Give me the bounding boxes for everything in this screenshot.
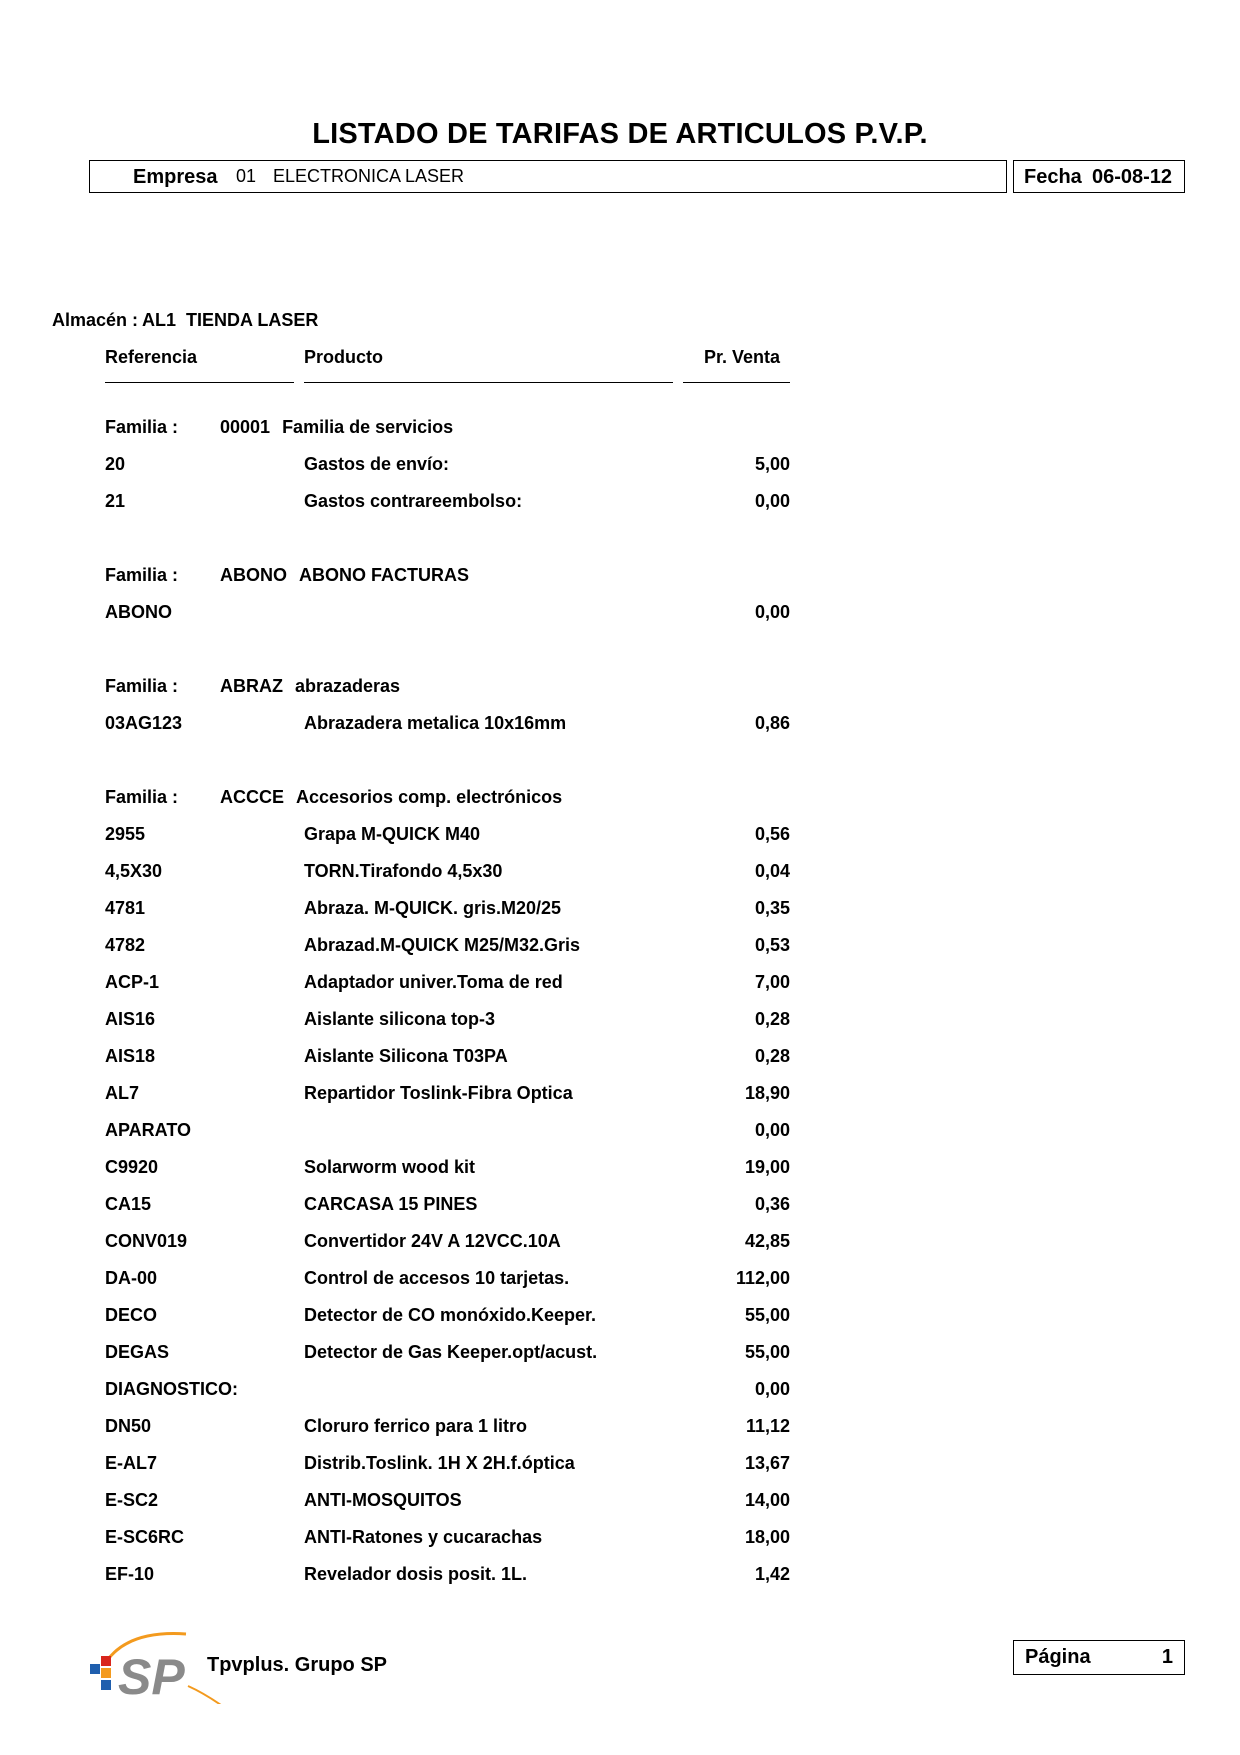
table-row bbox=[0, 1154, 1240, 1184]
table-row bbox=[0, 1487, 1240, 1517]
header-underline-referencia bbox=[105, 382, 294, 383]
empresa-label: Empresa bbox=[133, 166, 218, 188]
precio-cell: 42,85 bbox=[744, 1231, 790, 1251]
empresa-box bbox=[89, 160, 1007, 193]
column-header-producto: Producto bbox=[304, 347, 383, 367]
family-label: Familia : bbox=[105, 417, 179, 437]
table-row bbox=[0, 1524, 1240, 1554]
precio-cell: 19,00 bbox=[744, 1157, 790, 1177]
producto-cell: Convertidor 24V A 12VCC.10A bbox=[304, 1231, 561, 1251]
precio-cell: 55,00 bbox=[744, 1342, 790, 1362]
producto-cell: Aislante silicona top-3 bbox=[304, 1009, 496, 1029]
referencia-cell: DEGAS bbox=[105, 1342, 170, 1362]
precio-cell: 0,56 bbox=[754, 824, 790, 844]
almacen-name: TIENDA LASER bbox=[186, 310, 319, 330]
column-header-pr-venta: Pr. Venta bbox=[704, 347, 781, 367]
family-label: Familia : bbox=[105, 787, 179, 807]
producto-cell: ANTI-Ratones y cucarachas bbox=[304, 1527, 543, 1547]
precio-cell: 1,42 bbox=[754, 1564, 790, 1584]
producto-cell: Aislante Silicona T03PA bbox=[304, 1046, 508, 1066]
family-header-row bbox=[0, 673, 1240, 703]
precio-cell: 0,04 bbox=[754, 861, 790, 881]
referencia-cell: 4782 bbox=[105, 935, 146, 955]
family-name: Accesorios comp. electrónicos bbox=[296, 787, 563, 807]
table-row bbox=[0, 1228, 1240, 1258]
producto-cell: Control de accesos 10 tarjetas. bbox=[304, 1268, 570, 1288]
referencia-cell: AIS16 bbox=[105, 1009, 156, 1029]
fecha-value: 06-08-12 bbox=[1092, 166, 1173, 188]
precio-cell: 0,86 bbox=[754, 713, 790, 733]
family-code: 00001 bbox=[220, 417, 271, 437]
producto-cell: Revelador dosis posit. 1L. bbox=[304, 1564, 528, 1584]
table-row bbox=[0, 932, 1240, 962]
almacen-code: AL1 bbox=[142, 310, 177, 330]
almacen-label: Almacén : bbox=[52, 310, 139, 330]
referencia-cell: DECO bbox=[105, 1305, 158, 1325]
referencia-cell: DN50 bbox=[105, 1416, 152, 1436]
precio-cell: 7,00 bbox=[754, 972, 790, 992]
header-underline-producto bbox=[304, 382, 673, 383]
precio-cell: 0,28 bbox=[754, 1009, 790, 1029]
table-row bbox=[0, 1006, 1240, 1036]
report-title: LISTADO DE TARIFAS DE ARTICULOS P.V.P. bbox=[312, 118, 928, 150]
referencia-cell: 4781 bbox=[105, 898, 146, 918]
family-code-name bbox=[220, 676, 400, 697]
referencia-cell: EF-10 bbox=[105, 1564, 155, 1584]
precio-cell: 5,00 bbox=[754, 454, 790, 474]
referencia-cell: 21 bbox=[105, 491, 126, 511]
producto-cell: CARCASA 15 PINES bbox=[304, 1194, 478, 1214]
table-row bbox=[0, 858, 1240, 888]
table-row bbox=[0, 1080, 1240, 1110]
family-name: abrazaderas bbox=[295, 676, 401, 696]
table-row bbox=[0, 1191, 1240, 1221]
table-row bbox=[0, 1450, 1240, 1480]
fecha-label: Fecha bbox=[1024, 166, 1082, 188]
producto-cell: Repartidor Toslink-Fibra Optica bbox=[304, 1083, 573, 1103]
referencia-cell: AL7 bbox=[105, 1083, 140, 1103]
family-code: ABONO bbox=[220, 565, 287, 585]
fecha-box bbox=[1013, 160, 1185, 193]
pagina-box bbox=[1013, 1640, 1185, 1675]
producto-cell: TORN.Tirafondo 4,5x30 bbox=[304, 861, 503, 881]
family-header-row bbox=[0, 784, 1240, 814]
referencia-cell: DA-00 bbox=[105, 1268, 158, 1288]
precio-cell: 11,12 bbox=[745, 1416, 790, 1436]
footer-company: Tpvplus. Grupo SP bbox=[207, 1654, 388, 1676]
family-name: Familia de servicios bbox=[282, 417, 454, 437]
empresa-name: ELECTRONICA LASER bbox=[273, 166, 465, 186]
family-label: Familia : bbox=[105, 676, 179, 696]
family-code-name bbox=[220, 417, 453, 438]
table-row bbox=[0, 599, 1240, 629]
referencia-cell: CA15 bbox=[105, 1194, 152, 1214]
family-header-row bbox=[0, 562, 1240, 592]
referencia-cell: 20 bbox=[105, 454, 126, 474]
referencia-cell: E-SC2 bbox=[105, 1490, 159, 1510]
precio-cell: 0,00 bbox=[754, 1379, 790, 1399]
referencia-cell: DIAGNOSTICO: bbox=[105, 1379, 238, 1399]
referencia-cell: APARATO bbox=[105, 1120, 192, 1140]
family-code-name bbox=[220, 565, 469, 586]
producto-cell: Distrib.Toslink. 1H X 2H.f.óptica bbox=[304, 1453, 575, 1473]
family-code-name bbox=[220, 787, 562, 808]
family-label: Familia : bbox=[105, 565, 179, 585]
family-name: ABONO FACTURAS bbox=[299, 565, 469, 585]
precio-cell: 18,90 bbox=[744, 1083, 790, 1103]
referencia-cell: E-SC6RC bbox=[105, 1527, 185, 1547]
precio-cell: 0,00 bbox=[754, 491, 790, 511]
precio-cell: 0,00 bbox=[754, 1120, 790, 1140]
precio-cell: 0,35 bbox=[754, 898, 790, 918]
producto-cell: ANTI-MOSQUITOS bbox=[304, 1490, 462, 1510]
table-row bbox=[0, 451, 1240, 481]
precio-cell: 13,67 bbox=[744, 1453, 790, 1473]
table-row bbox=[0, 895, 1240, 925]
producto-cell: Abrazad.M-QUICK M25/M32.Gris bbox=[304, 935, 581, 955]
referencia-cell: 03AG123 bbox=[105, 713, 183, 733]
table-row bbox=[0, 488, 1240, 518]
referencia-cell: C9920 bbox=[105, 1157, 159, 1177]
pagina-number: 1 bbox=[1161, 1646, 1173, 1668]
column-header-referencia: Referencia bbox=[105, 347, 198, 367]
referencia-cell: ABONO bbox=[105, 602, 172, 622]
producto-cell: Solarworm wood kit bbox=[304, 1157, 476, 1177]
table-row bbox=[0, 1376, 1240, 1406]
producto-cell: Grapa M-QUICK M40 bbox=[304, 824, 481, 844]
producto-cell: Gastos de envío: bbox=[304, 454, 450, 474]
precio-cell: 0,53 bbox=[754, 935, 790, 955]
header-underline-pr-venta bbox=[683, 382, 790, 383]
table-row bbox=[0, 1413, 1240, 1443]
table-row bbox=[0, 1561, 1240, 1591]
precio-cell: 112,00 bbox=[735, 1268, 790, 1288]
referencia-cell: ACP-1 bbox=[105, 972, 160, 992]
producto-cell: Gastos contrareembolso: bbox=[304, 491, 523, 511]
almacen-line bbox=[52, 310, 318, 331]
producto-cell: Adaptador univer.Toma de red bbox=[304, 972, 563, 992]
producto-cell: Abrazadera metalica 10x16mm bbox=[304, 713, 567, 733]
table-row bbox=[0, 1339, 1240, 1369]
producto-cell: Abraza. M-QUICK. gris.M20/25 bbox=[304, 898, 562, 918]
table-row bbox=[0, 969, 1240, 999]
referencia-cell: CONV019 bbox=[105, 1231, 188, 1251]
table-row bbox=[0, 821, 1240, 851]
family-code: ABRAZ bbox=[220, 676, 283, 696]
referencia-cell: 4,5X30 bbox=[105, 861, 163, 881]
precio-cell: 0,28 bbox=[754, 1046, 790, 1066]
referencia-cell: 2955 bbox=[105, 824, 146, 844]
precio-cell: 14,00 bbox=[744, 1490, 790, 1510]
pagina-label: Página bbox=[1025, 1646, 1091, 1668]
referencia-cell: E-AL7 bbox=[105, 1453, 158, 1473]
table-row bbox=[0, 1302, 1240, 1332]
precio-cell: 55,00 bbox=[744, 1305, 790, 1325]
table-row bbox=[0, 1117, 1240, 1147]
family-code: ACCCE bbox=[220, 787, 285, 807]
precio-cell: 0,36 bbox=[754, 1194, 790, 1214]
producto-cell: Detector de CO monóxido.Keeper. bbox=[304, 1305, 597, 1325]
producto-cell: Cloruro ferrico para 1 litro bbox=[304, 1416, 528, 1436]
empresa-code: 01 bbox=[236, 166, 257, 186]
referencia-cell: AIS18 bbox=[105, 1046, 156, 1066]
svg-text:SP: SP bbox=[118, 1649, 185, 1704]
precio-cell: 18,00 bbox=[744, 1527, 790, 1547]
table-row bbox=[0, 1043, 1240, 1073]
producto-cell: Detector de Gas Keeper.opt/acust. bbox=[304, 1342, 598, 1362]
family-header-row bbox=[0, 414, 1240, 444]
precio-cell: 0,00 bbox=[754, 602, 790, 622]
table-row bbox=[0, 1265, 1240, 1295]
table-row bbox=[0, 710, 1240, 740]
